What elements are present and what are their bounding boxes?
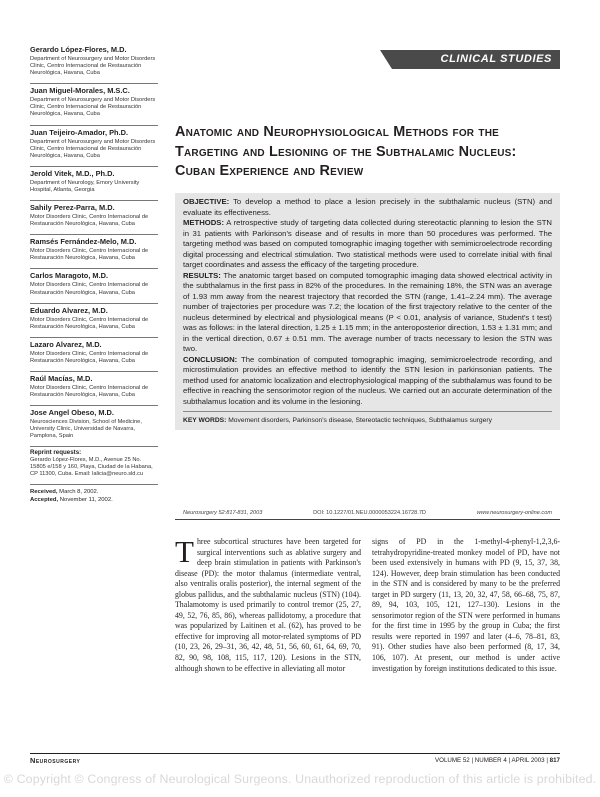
volume-info — [435, 757, 560, 764]
journal-reference: Neurosurgery 52:817-831, 2003 — [183, 510, 263, 516]
abstract-methods — [183, 218, 552, 271]
results-text: The anatomic target based on computed tomographic imaging data showed electrical activity in the subthalamus in the first pass in 82% of the procedures. In the remaining 18%, the STN was an average of 1.93 mm away from the nearest trajectory that recorded the STN (range, 1.41–2.24 mm). The average number of trajectories per procedure was 7.2; the location of the first trajectory relative to the center of the nucleus determined by electrical and physiological means (P < 0.01, analysis of variance, Student's t test) was as follows: in the lateral direction, 1.25 ± 1.15 mm; in the anteroposterior direction, 1.53 ± 1.31 mm; and in the vertical direction, 0.67 ± 0.51 mm. The average number of tracts necessary to lesion the STN was two. — [183, 270, 552, 353]
author-name: Gerardo López-Flores, M.D. — [30, 45, 127, 54]
author-affiliation: Motor Disorders Clinic, Centro Internacional de Restauración Neurológica, Havana, Cuba — [30, 248, 149, 262]
author-name: Eduardo Alvarez, M.D. — [30, 303, 158, 315]
banner-edge — [380, 50, 392, 69]
abstract-box — [175, 193, 560, 430]
body-column-left — [175, 534, 361, 674]
manuscript-dates — [30, 484, 158, 504]
author-name: Jose Angel Obeso, M.D. — [30, 405, 158, 417]
author-entry — [30, 405, 158, 440]
author-affiliation: Department of Neurology, Emory University Hospital, Atlanta, Georgia — [30, 179, 140, 193]
author-affiliation: Department of Neurosurgery and Motor Disorders Clinic, Centro Internacional de Restauración Neurológica, Havana, Cuba — [30, 138, 156, 159]
author-affiliation: Department of Neurosurgery and Motor Disorders Clinic, Centro Internacional de Restauración Neurológica, Havana, Cuba — [30, 97, 156, 118]
left-column-text: hree subcortical structures have been targeted for surgical interventions such as ablative surgery and deep brain stimulation in patients with Parkinson's disease (PD): the motor thalamus (intermediate ventral, also ventralis oralis posterior), the internal segment of the globus pallidus, and the subthalamic nucleus (STN) (104). Thalamotomy is used primarily to control tremor (25, 27, 49, 52, 76, 85, 86), whereas pallidotomy, a procedure that was popularized by Laitinen et al. (62), has proved to be effective for improving all motor-related symptoms of PD (10, 23, 26, 29–31, 36, 42, 48, 51, 56, 60, 61, 64, 69, 70, 82, 90, 98, 108, 115, 117, 120). Lesions in the STN, although shown to be effective in alleviating all motor — [175, 537, 361, 673]
page-footer — [30, 753, 560, 767]
abstract-objective — [183, 197, 552, 218]
author-affiliation: Motor Disorders Clinic, Centro Internacional de Restauración Neurológica, Havana, Cuba — [30, 384, 149, 399]
author-affiliation: Motor Disorders Clinic, Centro Internacional de Restauración Neurológica, Havana, Cuba — [30, 316, 149, 330]
received-value: March 8, 2002. — [59, 489, 99, 496]
author-name: Lazaro Alvarez, M.D. — [30, 337, 158, 349]
author-name: Sahily Perez-Parra, M.D. — [30, 200, 158, 212]
author-entry — [30, 268, 158, 296]
author-sidebar — [30, 45, 158, 505]
section-banner — [392, 50, 560, 69]
author-entry — [30, 371, 158, 399]
reprint-title: Reprint requests: — [30, 449, 82, 457]
author-name: Juan Teijeiro-Amador, Ph.D. — [30, 125, 158, 137]
author-list — [30, 45, 158, 440]
keywords-text: Movement disorders, Parkinson's disease, Stereotactic techniques, Subthalamus surgery — [228, 417, 492, 424]
conclusion-text: The combination of computed tomographic imaging, semimicroelectrode recording, and microstimulation provides an effective method to identify the STN lesion in parkinsonian patients. The method used for anatomic localization and electrophysiological mapping of the subthalamus was found to be effective in reaching the sensorimotor region of the nucleus. We carried out an accurate determination of the subthalamus location and its volume in the lesioning. — [183, 354, 552, 406]
author-name: Juan Miguel-Morales, M.S.C. — [30, 83, 158, 95]
author-name: Ramsés Fernández-Melo, M.D. — [30, 234, 158, 246]
reprint-text: Gerardo López-Flores, M.D., Avenue 25 No. 15805 e/158 y 160, Playa, Ciudad de la Habana, CP 11300, Cuba. Email: lalicia@neuro.sld.cu — [30, 456, 153, 478]
author-entry — [30, 125, 158, 160]
page-number: 817 — [549, 757, 560, 764]
methods-label: METHODS: — [183, 218, 224, 227]
body-column-right — [372, 537, 560, 674]
author-entry — [30, 166, 158, 194]
keywords — [183, 411, 552, 425]
citation-line — [175, 506, 560, 520]
volume-text: VOLUME 52 | NUMBER 4 | APRIL 2003 | — [435, 757, 548, 764]
reprint-requests — [30, 446, 158, 478]
author-name: Carlos Maragoto, M.D. — [30, 268, 158, 280]
author-name: Raúl Macías, M.D. — [30, 371, 158, 383]
author-name: Jerold Vitek, M.D., Ph.D. — [30, 166, 158, 178]
author-entry — [30, 45, 158, 77]
keywords-label: KEY WORDS: — [183, 417, 227, 424]
author-entry — [30, 337, 158, 365]
objective-label: OBJECTIVE: — [183, 197, 230, 206]
objective-text: To develop a method to place a lesion precisely in the subthalamic nucleus (STN) and evaluate its effectiveness. — [183, 197, 553, 217]
conclusion-label: CONCLUSION: — [183, 354, 238, 364]
author-affiliation: Department of Neurosurgery and Motor Disorders Clinic, Centro Internacional de Restauración Neurológica, Havana, Cuba — [30, 56, 156, 77]
journal-name: Neurosurgery — [30, 756, 81, 765]
accepted-date — [30, 496, 158, 504]
author-entry — [30, 200, 158, 228]
abstract-conclusion — [183, 355, 552, 408]
accepted-value: November 11, 2002. — [59, 497, 113, 504]
author-entry — [30, 234, 158, 262]
author-affiliation: Motor Disorders Clinic, Centro Internacional de Restauración Neurológica, Havana, Cuba — [30, 350, 149, 364]
abstract-results — [183, 271, 552, 355]
section-label: CLINICAL STUDIES — [440, 53, 552, 65]
author-affiliation: Neurosciences Division, School of Medicine, University Clinic, Universidad de Navarra, Pamplona, Spain — [30, 419, 142, 440]
accepted-label: Accepted, — [30, 497, 59, 504]
author-affiliation: Motor Disorders Clinic, Centro Internacional de Restauración Neurológica, Havana, Cuba — [30, 282, 149, 296]
results-label: RESULTS: — [183, 270, 221, 280]
right-column-text: signs of PD in the 1-methyl-4-phenyl-1,2,3,6-tetrahydropyridine-treated monkey model of PD, have not been used extensively in humans with PD (9, 15, 37, 38, 124). However, deep brain stimulation has been conducted in the STN and is considered by many to be the preferred target in PD surgery (11, 13, 20, 32, 47, 58, 66–68, 75, 87, 89, 94, 103, 105, 121, 127–130). Lesions in the sensorimotor region of the STN were performed in humans for the first time in 1995 by the group in Cuba; the first results were reported in 1997 and later (4–6, 78–81, 83, 91). Other studies have also been performed (8, 17, 34, 106, 107). At present, our method is under active investigation by foreign institutions dedicated to this issue. — [372, 537, 560, 673]
received-label: Received, — [30, 489, 58, 496]
received-date — [30, 488, 158, 496]
author-entry — [30, 83, 158, 118]
journal-url[interactable]: www.neurosurgery-online.com — [476, 510, 552, 516]
methods-text: A retrospective study of targeting data collected during stereotactic planning to lesion the STN in 31 patients with Parkinson's disease and of results in more than 50 procedures was performed. The targeting method was based on computed tomographic imaging together with semimicroelectrode recording digital processing and electrical stimulation. Two statistical methods were used to correlate initial with final target coordinates and assess the efficacy of the targeting procedure. — [183, 218, 552, 269]
article-title: Anatomic and Neurophysiological Methods for the Targeting and Lesioning of the Subthalamic Nucleus: Cuban Experience and Review — [175, 124, 517, 179]
author-entry — [30, 303, 158, 331]
author-affiliation: Motor Disorders Clinic, Centro Internacional de Restauración Neurológica, Havana, Cuba — [30, 214, 149, 228]
doi[interactable]: DOI: 10.1227/01.NEU.0000053224.16728.7D — [313, 510, 426, 516]
copyright-watermark: © Copyright © Congress of Neurological Surgeons. Unauthorized reproduction of this article is prohibited. — [3, 772, 597, 786]
drop-cap: T — [175, 534, 194, 569]
